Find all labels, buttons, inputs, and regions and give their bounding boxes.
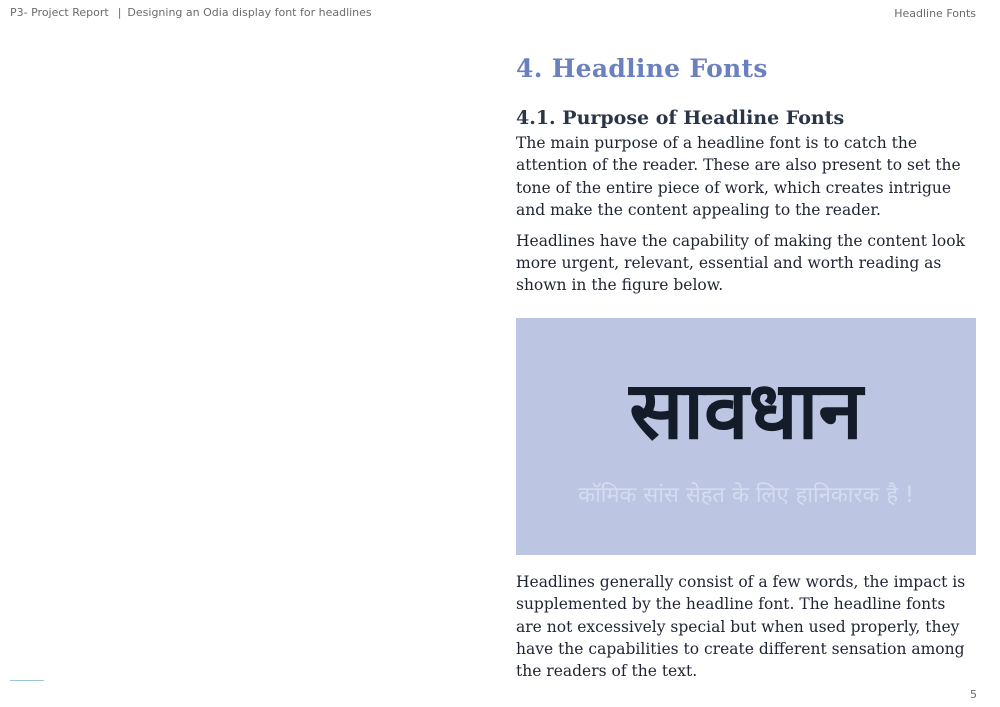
- paragraph-capability: Headlines have the capability of making the content look more urgent, relevant, essential and worth reading as shown in the figure below.: [516, 231, 965, 295]
- figure-headline-text: सावधान: [629, 363, 863, 457]
- report-label: P3- Project Report: [10, 6, 109, 19]
- headline-example-figure: [516, 318, 976, 555]
- report-title: Designing an Odia display font for headlines: [127, 6, 372, 19]
- header-separator: |: [117, 6, 122, 19]
- section-label: Headline Fonts: [894, 7, 976, 20]
- figure-subline-text: कॉमिक सांस सेहत के लिए हानिकारक है !: [578, 482, 914, 508]
- content-column: [516, 52, 976, 683]
- chapter-heading: 4. Headline Fonts: [516, 54, 768, 83]
- page-number: 5: [970, 688, 977, 701]
- subsection-heading: 4.1. Purpose of Headline Fonts: [516, 107, 845, 129]
- running-header: [10, 6, 372, 19]
- footer-divider: [10, 680, 44, 681]
- paragraph-impact: Headlines generally consist of a few words, the impact is supplemented by the headline font. The headline fonts are not excessively special but when used properly, they have the capabilities to create different sensation among the readers of the text.: [516, 572, 966, 681]
- paragraph-purpose: The main purpose of a headline font is to catch the attention of the reader. These are also present to set the tone of the entire piece of work, which creates intrigue and make the content appealing to the reader.: [516, 134, 961, 220]
